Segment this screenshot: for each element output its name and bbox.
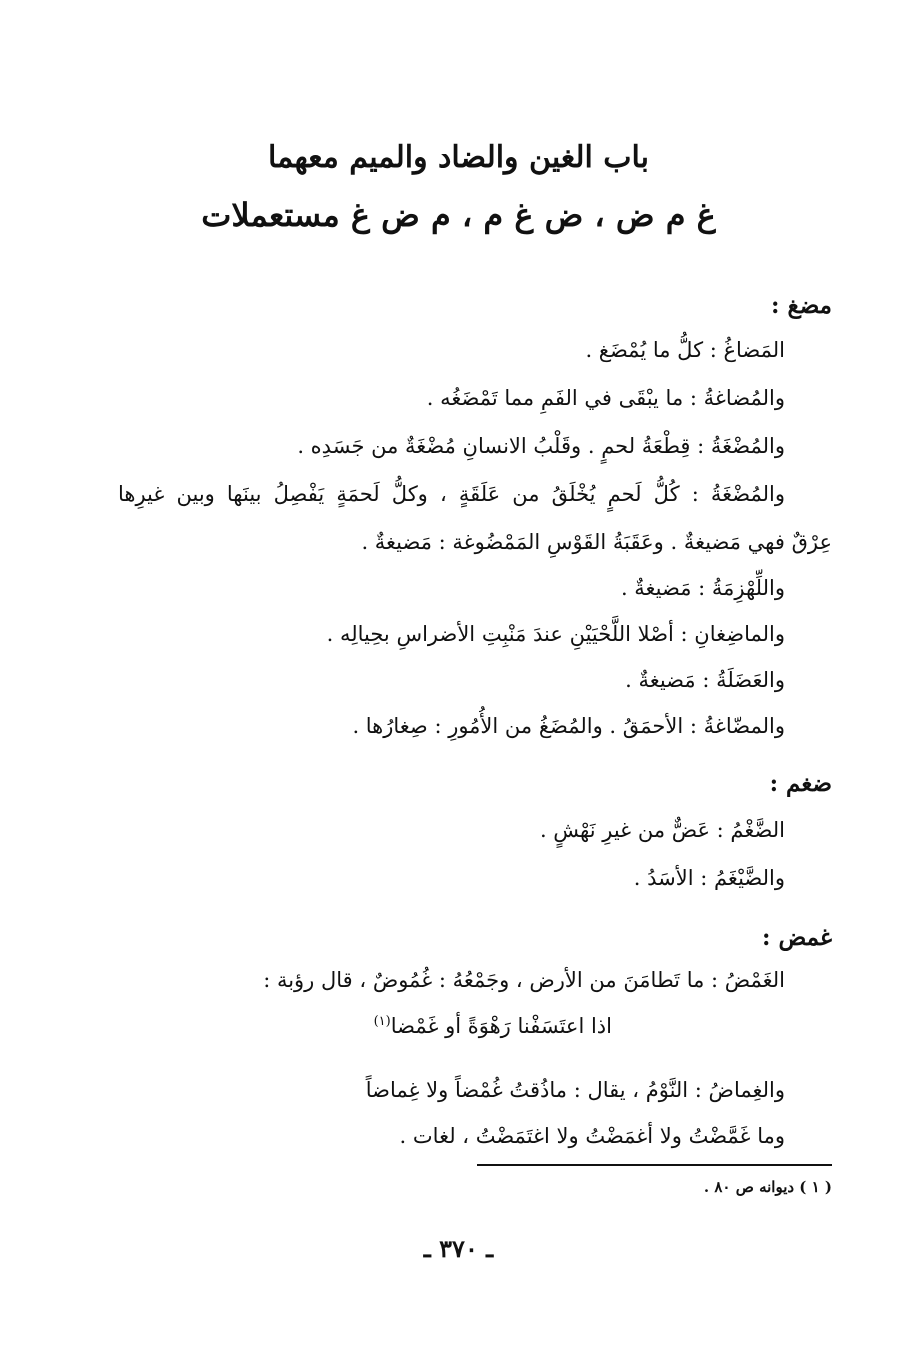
entry-line: والمضّاغةُ : الأحمَقُ . والمُضَغُ من الأُمُورِ : صِغارُها .	[352, 714, 785, 738]
root-heading-mdgh: مضغ :	[770, 292, 832, 319]
footnote-marker: (١)	[373, 1014, 391, 1029]
entry-line: الغَمْضُ : ما تَطامَنَ من الأرض ، وجَمْعُهُ : غُمُوضٌ ، قال رؤبة :	[263, 968, 785, 992]
entry-line: واللِّهْزِمَةُ : مَضيغةٌ .	[620, 576, 785, 600]
entry-line: والمُضاغةُ : ما يبْقَى في الفَمِ مما تَمْضَغُه .	[426, 386, 785, 410]
verse-line	[374, 1014, 612, 1038]
entry-line: عِرْقٌ فهي مَضيغةٌ . وعَقَبَةُ القَوْسِ المَمْضُوغة : مَضيغةٌ .	[361, 530, 832, 554]
page-number: ـ ٣٧٠ ـ	[423, 1234, 494, 1263]
entry-line: والضَّيْغَمُ : الأسَدُ .	[633, 866, 785, 890]
footnote: ( ١ ) ديوانه ص ٨٠ .	[703, 1178, 832, 1196]
footnote-divider	[477, 1164, 832, 1166]
root-heading-ghmd: غمض :	[762, 924, 832, 951]
chapter-title: باب الغين والضاد والميم معهما	[267, 140, 649, 175]
verse-text: اذا اعتَسَفْنا رَهْوَةً أو غَمْضا	[390, 1014, 612, 1038]
entry-line: والعَضَلَةُ : مَضيغةٌ .	[625, 668, 785, 692]
entry-line: وما غَمَّضْتُ ولا أغمَضْتُ ولا اغتَمَضْتُ ، لغات .	[399, 1124, 785, 1148]
entry-line: والمُضْغَةُ : قِطْعَةُ لحمٍ . وقَلْبُ الانسانِ مُضْغَةٌ من جَسَدِه .	[297, 434, 785, 458]
entry-line: والغِماضُ : النَّوْمُ ، يقال : ماذُقتُ غُمْضاً ولا غِماضاً	[365, 1078, 785, 1102]
entry-line: والماضِغانِ : أصْلا اللَّحْيَيْنِ عندَ مَنْبِتِ الأضراسِ بحِيالِه .	[326, 622, 785, 646]
chapter-subtitle: غ م ض ، ض غ م ، م ض غ مستعملات	[201, 196, 716, 234]
entry-line: المَضاغُ : كلُّ ما يُمْضَغ .	[585, 338, 785, 362]
entry-line: والمُضْغَةُ : كُلُّ لَحمٍ يُخْلَقُ من عَلَقَةٍ ، وكلُّ لَحمَةٍ يَفْصِلُ بينَها وبين غيرِها	[118, 482, 785, 506]
entry-line: الضَّغْمُ : عَضٌّ من غيرِ نَهْشٍ .	[539, 818, 785, 842]
root-heading-dghm: ضغم :	[769, 770, 832, 797]
